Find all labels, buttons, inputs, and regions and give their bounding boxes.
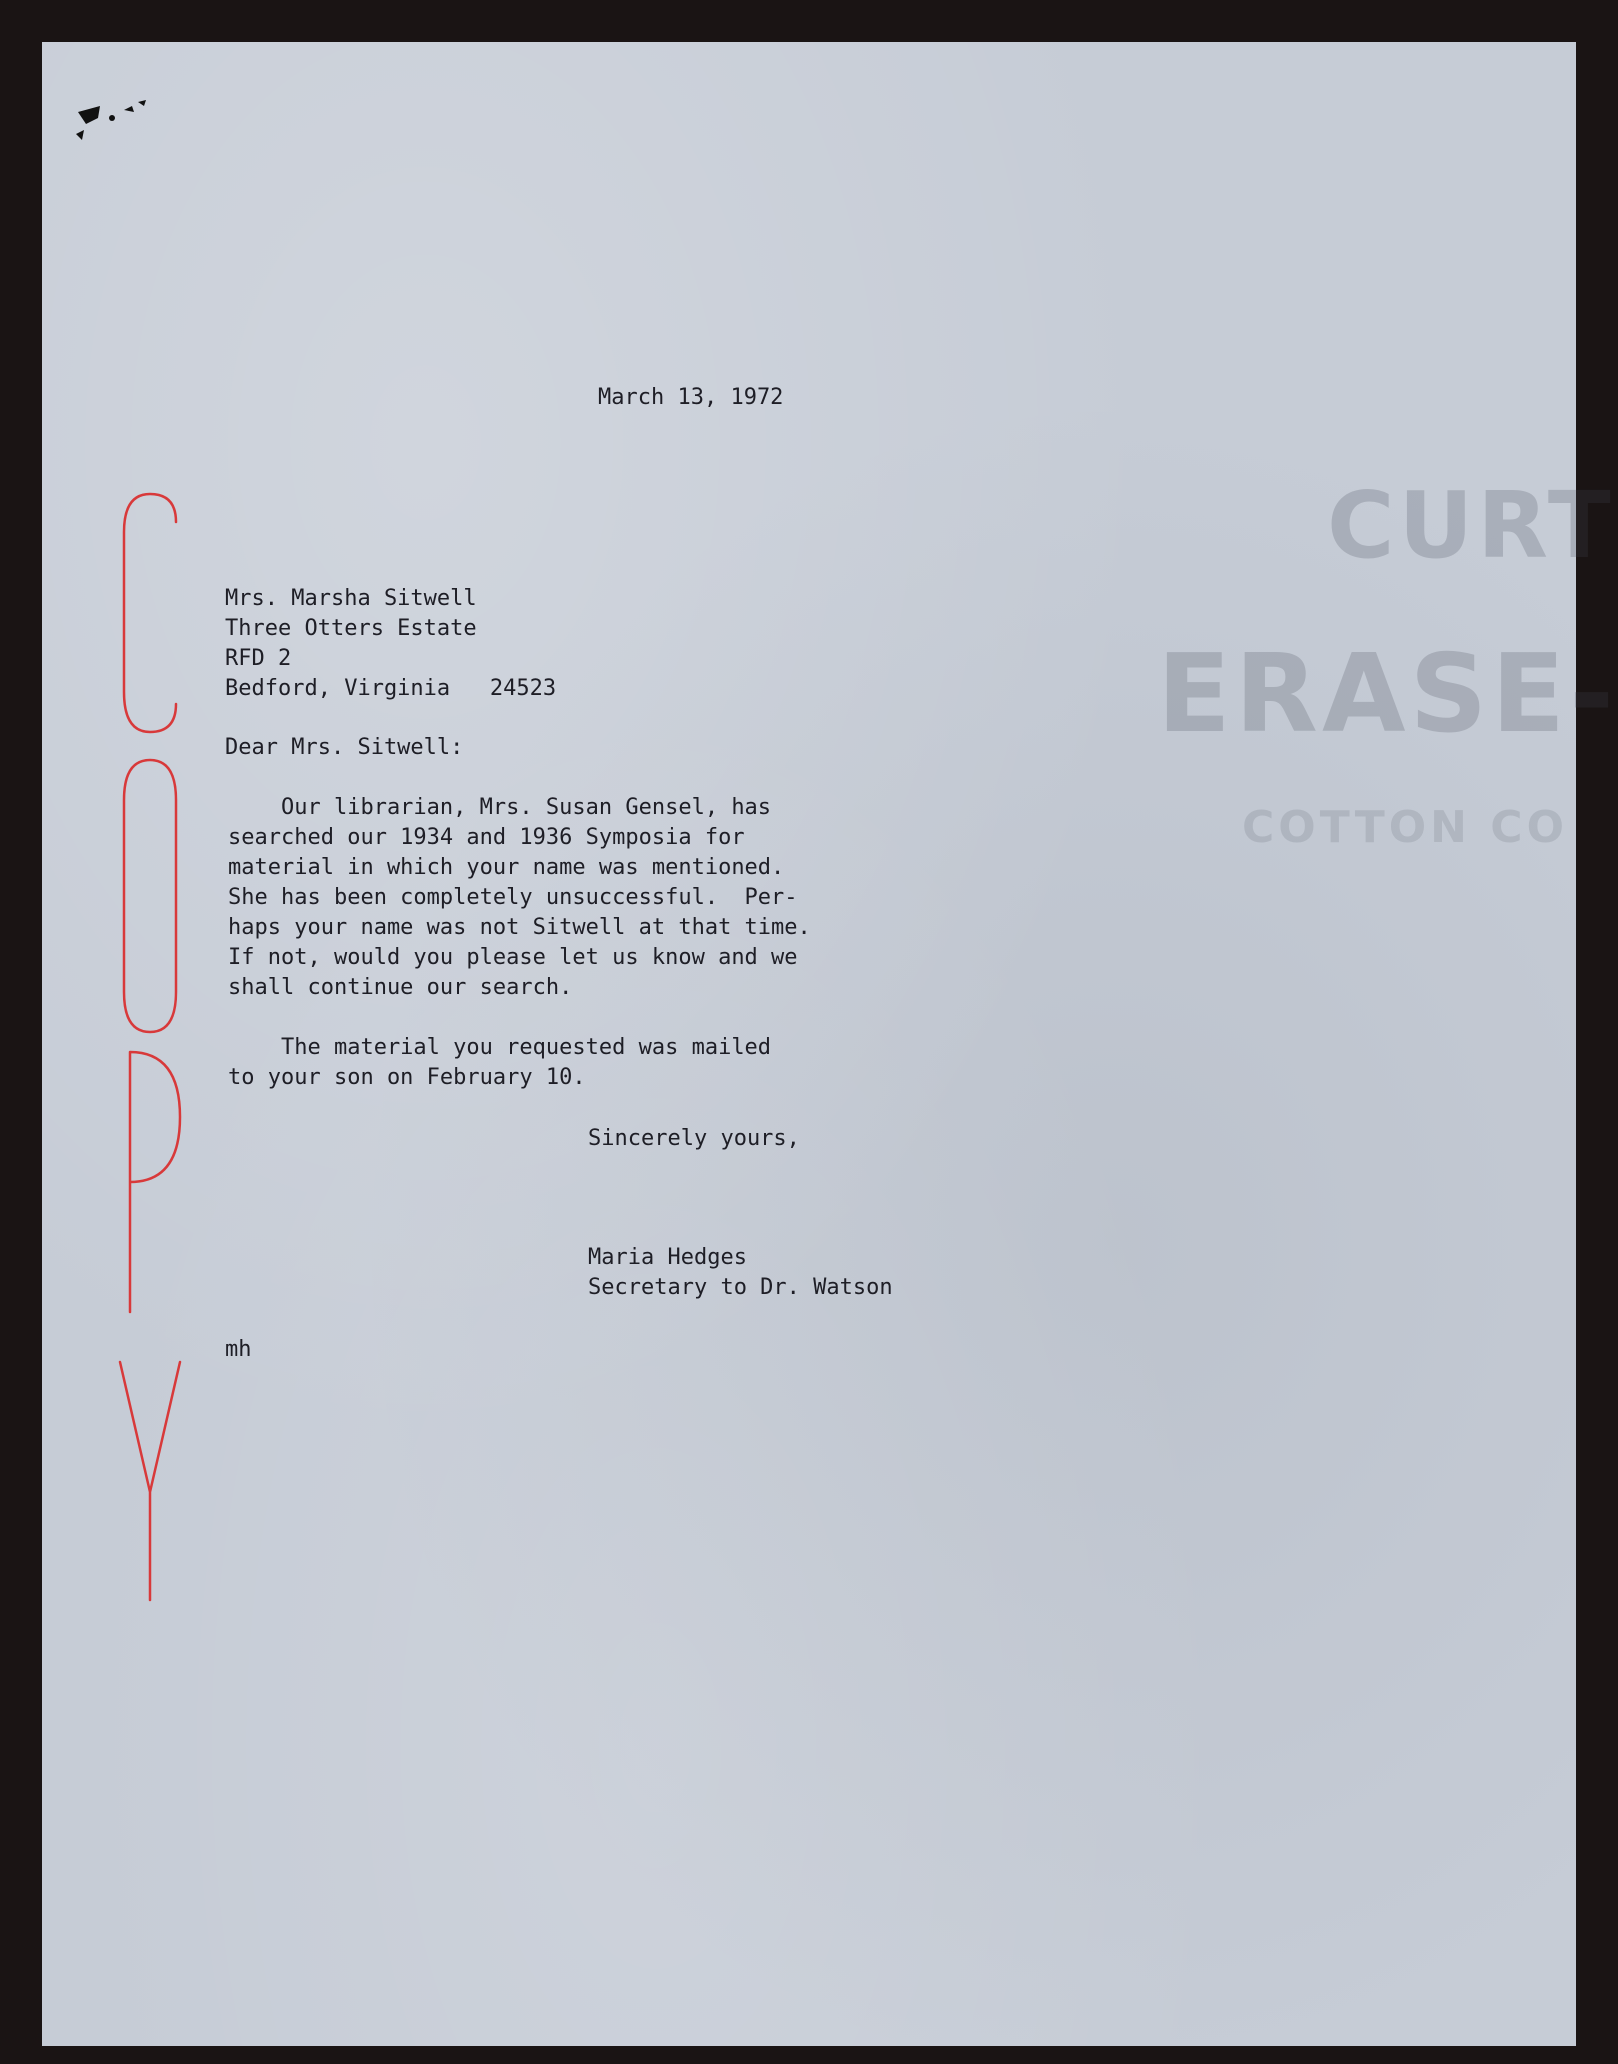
paragraph-line: to your son on February 10. <box>228 1065 586 1090</box>
salutation: Dear Mrs. Sitwell: <box>225 735 464 760</box>
paragraph-line: material in which your name was mentioned. <box>228 855 785 880</box>
paragraph-line: haps your name was not Sitwell at that time. <box>228 915 811 940</box>
letter-body <box>42 42 1576 2046</box>
watermark-line-3: COTTON CO <box>1242 802 1568 853</box>
typist-initials: mh <box>225 1337 252 1362</box>
paragraph-line: shall continue our search. <box>228 975 573 1000</box>
signer-title: Secretary to Dr. Watson <box>588 1275 893 1300</box>
closing: Sincerely yours, <box>588 1126 800 1151</box>
letter-sheet <box>42 42 1618 2046</box>
recipient-address-line: Three Otters Estate <box>225 616 477 641</box>
paragraph-line: The material you requested was mailed <box>228 1035 772 1060</box>
paragraph-line: She has been completely unsuccessful. Per- <box>228 885 798 910</box>
watermark-line-1: CURT <box>1327 472 1615 579</box>
recipient-address-line: RFD 2 <box>225 646 292 671</box>
letter-date: March 13, 1972 <box>598 385 784 410</box>
paragraph-line: searched our 1934 and 1936 Symposia for <box>228 825 745 850</box>
recipient-name: Mrs. Marsha Sitwell <box>225 586 477 611</box>
signer-name: Maria Hedges <box>588 1245 747 1270</box>
paragraph-line: Our librarian, Mrs. Susan Gensel, has <box>228 795 772 820</box>
watermark-line-2: ERASE- <box>1157 632 1618 757</box>
recipient-address-line: Bedford, Virginia 24523 <box>225 676 557 701</box>
paragraph-line: If not, would you please let us know and we <box>228 945 798 970</box>
